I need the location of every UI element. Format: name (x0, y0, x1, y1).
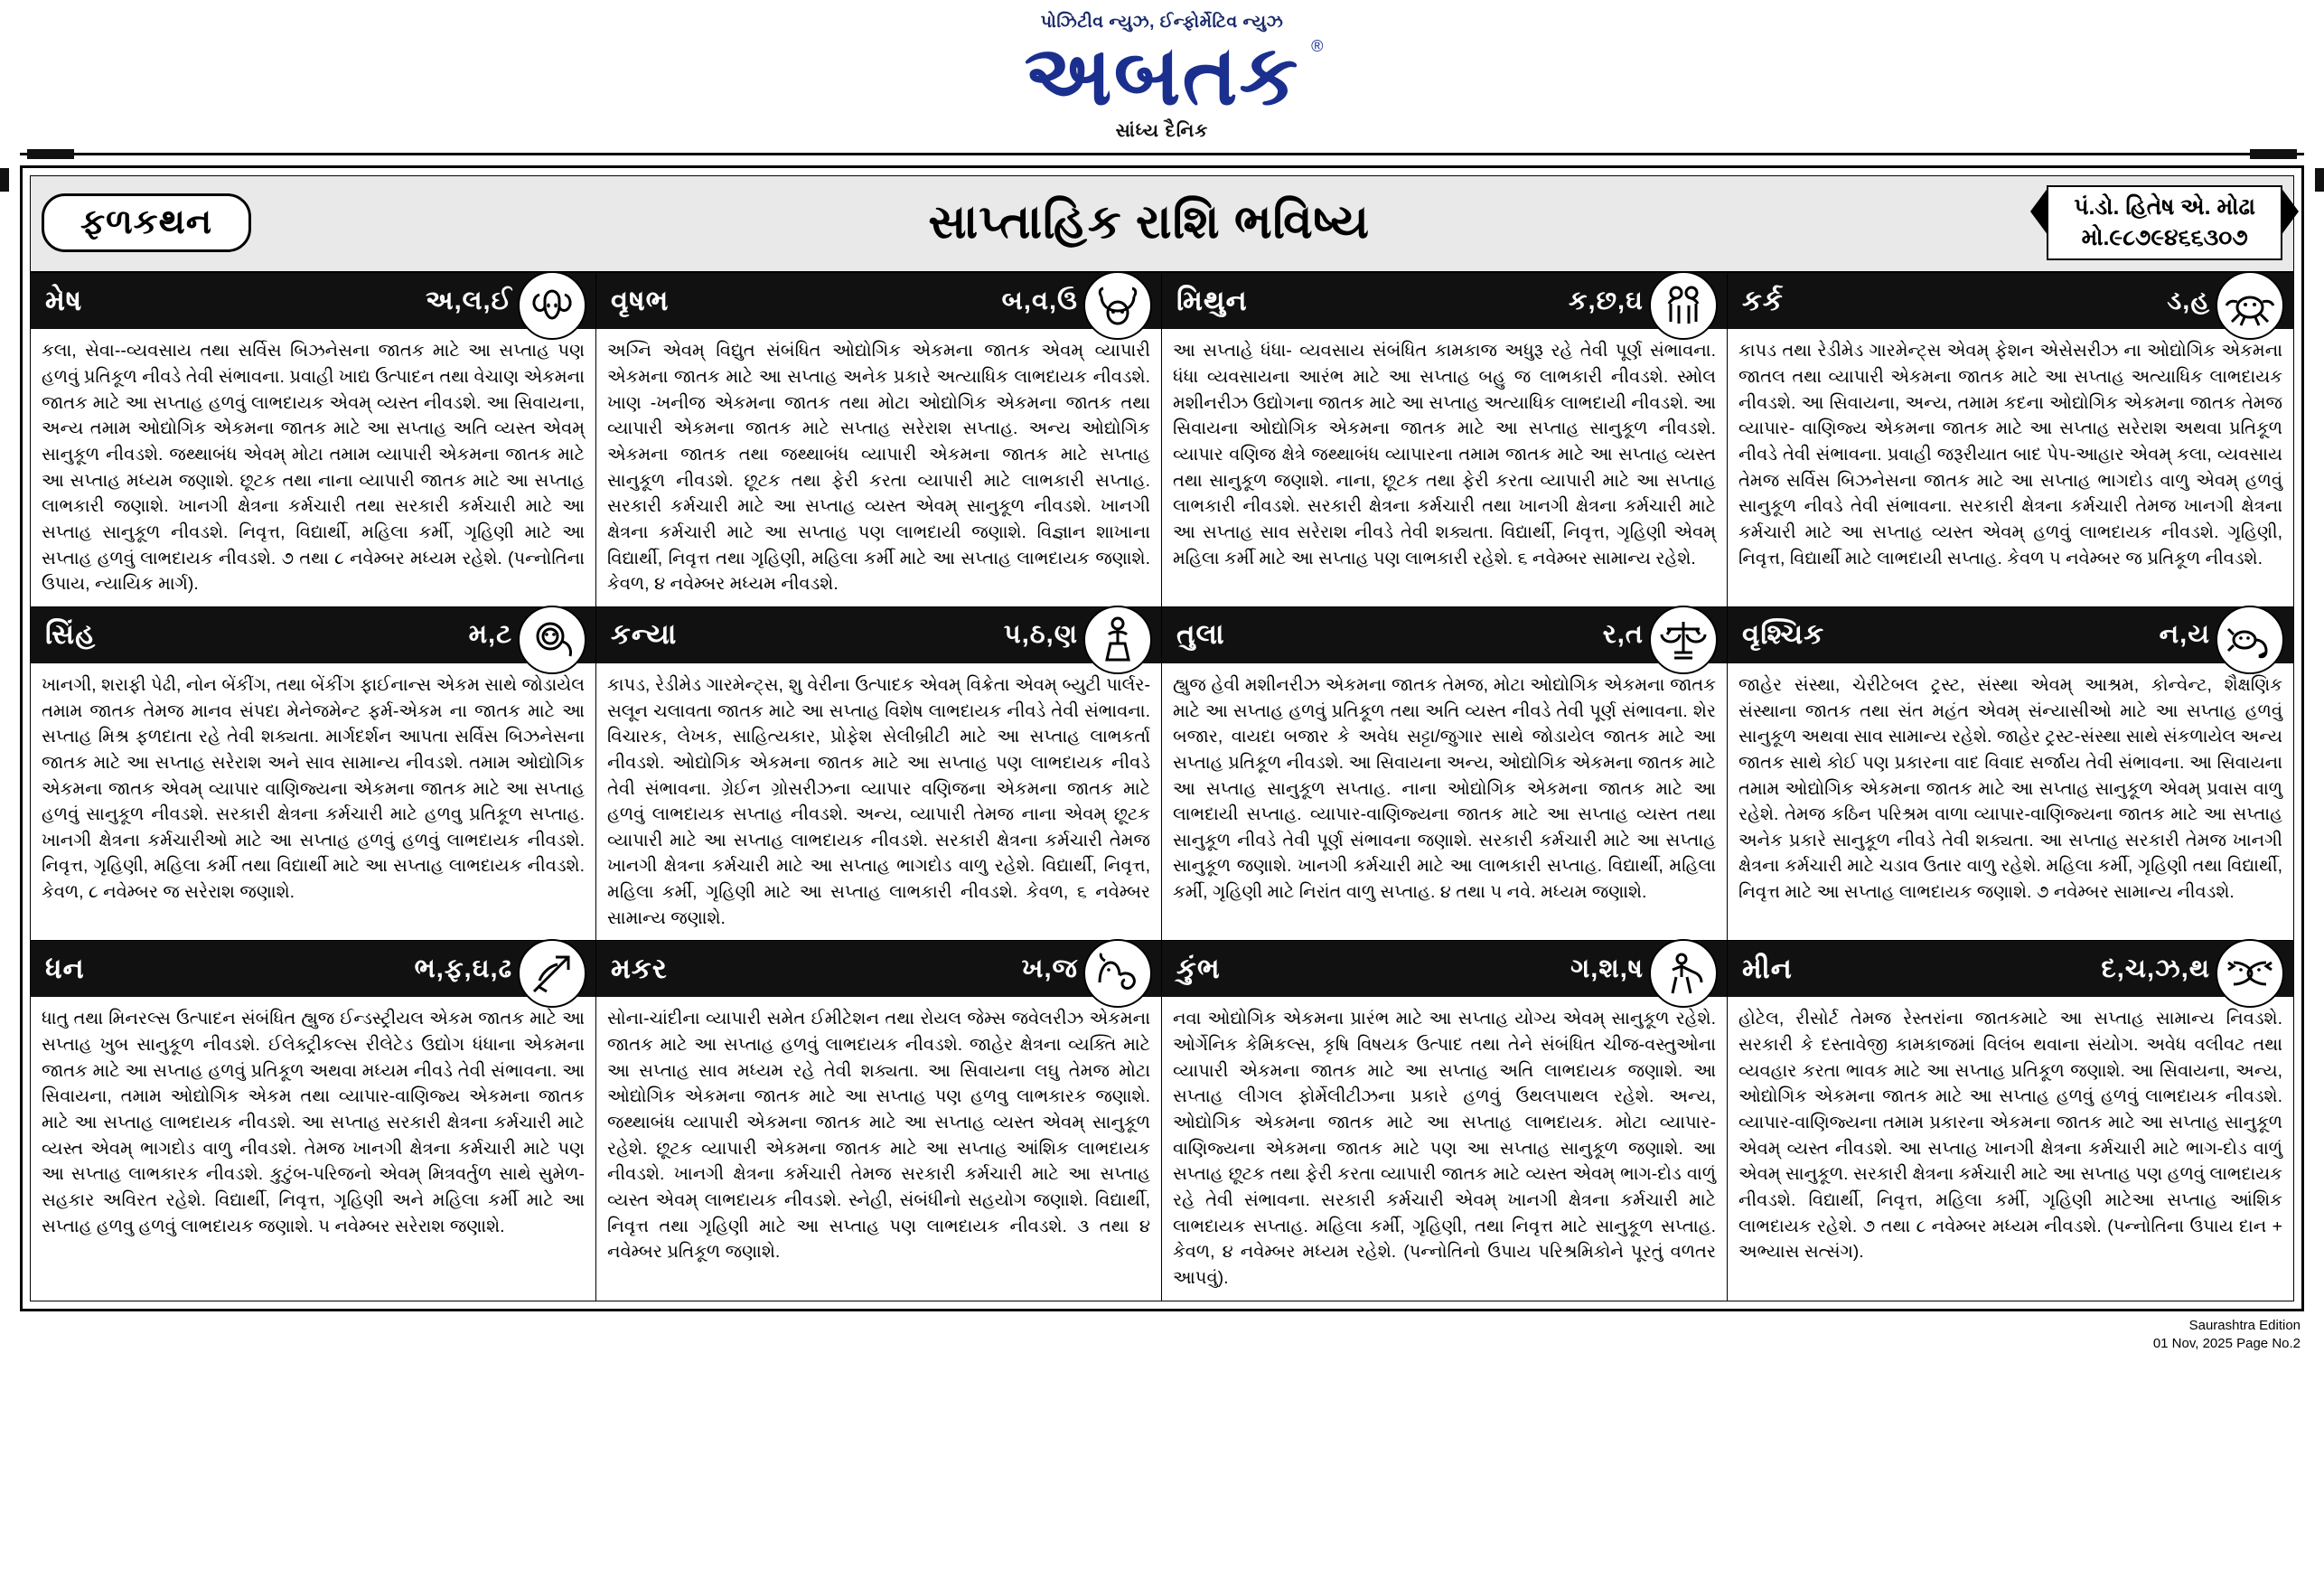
zodiac-grid (31, 273, 2293, 1300)
zodiac-letters: ખ,જ (1021, 954, 1078, 983)
divider-tick-left (27, 149, 74, 159)
zodiac-text: કાપડ તથા રેડીમેડ ગારમેન્ટ્સ એવમ્ ફેશન એસેસરીઝ ના ઓદ્યોગિક એકમના જાતલ તથા વ્યાપારી એકમના જાતક માટે આ સપ્તાહ અત્યાધિક લાભદાયક નીવડશે. આ સિવાયના, અન્ય, તમામ કદના ઓદ્યોગિક એકમના જાતક તેમજ વ્યાપાર- વાણિજ્ય એકમના જાતક માટે આ સપ્તાહ સરેરાશ અથવા પ્રતિકૂળ નીવડે તેવી સંભાવના. પ્રવાહી જરૂરીયાત બાદ પેપ-આહાર એવમ્ કલા, વ્યવસાય તેમજ સર્વિસ બિઝનેસના જાતક માટે આ સપ્તાહ ભાગદોડ વાળુ એવમ્ હળવું સાનુકૂળ નીવડે તેવી સંભાવના. સરકારી ક્ષેત્રના કર્મચારી તેમજ ખાનગી ક્ષેત્રના કર્મચારી માટે આ સપ્તાહ વ્યસ્ત એવમ્ હળવું લાભદાયક નીવડશે. ગૃહિણી, નિવૃત્ત, વિદ્યાર્થી માટે લાભદાયી સપ્તાહ. કેવળ ૫ નવેમ્બર જ પ્રતિકૂળ નીવડશે. (1738, 341, 2282, 568)
page-edge-marker-right (2315, 168, 2324, 192)
zodiac-cell (31, 941, 596, 1300)
zodiac-cell (31, 607, 596, 942)
zodiac-header (1162, 607, 1727, 663)
zodiac-header (1728, 607, 2293, 663)
zodiac-name: મિથુન (1176, 284, 1248, 316)
zodiac-text: જાહેર સંસ્થા, ચેરીટેબલ ટ્રસ્ટ, સંસ્થા એવમ્ આશ્રમ, કોન્વેન્ટ, શૈક્ષણિક સંસ્થાના જાતક તથા સંત મહંત એવમ્ સંન્યાસીઓ માટે આ સપ્તાહ હળવું સાનુકૂળ અથવા સાવ સામાન્ય રહેશે. જાહેર ટ્રસ્ટ-સંસ્થા સાથે સંકળાયેલ અન્ય જાતક સાથે કોઈ પણ પ્રકારના વાદ વિવાદ સર્જાય તેવી સંભાવના. આ સિવાયના તમામ ઓદ્યોગિક એકમના જાતક માટે આ સપ્તાહ સાનુકૂળ એવમ્ પ્રવાસ વાળુ રહેશે. તેમજ કઠિન પરિશ્રમ વાળા વ્યાપાર-વાણિજ્યના જાતક માટે આ સપ્તાહ અનેક પ્રકારે સાનુકૂળ નીવડે તેવી શક્યતા. આ સપ્તાહ સરકારી તેમજ ખાનગી ક્ષેત્રના કર્મચારી માટે ચડાવ ઉતાર વાળુ રહેશે. મહિલા કર્મી, ગૃહિણી તથા વિદ્યાર્થી, નિવૃત્ત માટે આ સપ્તાહ લાભદાયક જણાશે. ૭ નવેમ્બર સામાન્ય નીવડશે. (1738, 674, 2282, 903)
zodiac-letters: ડ,હ (2167, 286, 2210, 315)
zodiac-cell (1162, 941, 1728, 1300)
zodiac-header (31, 607, 595, 663)
zodiac-letters: દ,ચ,ઝ,થ (2101, 954, 2210, 983)
zodiac-letters: બ,વ,ઉ (1001, 286, 1078, 315)
masthead-divider (0, 149, 2324, 158)
pisces-icon (2216, 939, 2284, 1008)
masthead (0, 0, 2324, 142)
zodiac-header (596, 273, 1161, 329)
masthead-kicker: પોઝિટીવ ન્યુઝ, ઈન્ફોર્મેટિવ ન્યુઝ (1040, 13, 1284, 32)
zodiac-name: મીન (1742, 952, 1793, 984)
scorpio-icon (2216, 606, 2284, 674)
zodiac-cell (596, 607, 1162, 942)
zodiac-letters: મ,ટ (468, 620, 512, 650)
zodiac-name: સિંહ (45, 618, 97, 651)
zodiac-name: વૃષભ (611, 284, 670, 316)
sagittarius-icon (518, 939, 586, 1008)
page-title: સાપ્તાહિક રાશિ ભવિષ્ય (928, 196, 1370, 249)
zodiac-letters: ન,ય (2159, 620, 2210, 650)
zodiac-header (1162, 941, 1727, 997)
zodiac-cell (596, 941, 1162, 1300)
zodiac-letters: પ,ઠ,ણ (1003, 620, 1078, 650)
zodiac-text: કાપડ, રેડીમેડ ગારમેન્ટ્સ, શુ વેરીના ઉત્પાદક એવમ્ વિક્રેતા એવમ્ બ્યુટી પાર્લર- સલૂન ચલાવતા જાતક માટે આ સપ્તાહ વિશેષ લાભદાયક નીવડે તેવી સંભાવના. વિચારક, લેખક, સાહિત્યકાર, પ્રોફેશ સેલીબ્રીટી માટે આ સપ્તાહ લાભકર્તા નીવડશે. ઓદ્યોગિક એકમના જાતક માટે આ સપ્તાહ પણ લાભદાયક નીવડે તેવી સંભાવના. ગ્રેઈન ગ્રોસરીઝના વ્યાપાર વણિજના એકમના જાતક માટે હળવું લાભદાયક સપ્તાહ નીવડશે. અન્ય, વ્યાપારી તેમજ નાના એવમ્ છૂટક વ્યાપારી માટે આ સપ્તાહ લાભદાયક નીવડશે. સરકારી ક્ષેત્રના કર્મચારી તેમજ ખાનગી ક્ષેત્રના કર્મચારી માટે આ સપ્તાહ ભાગદોડ વાળુ રહેશે. વિદ્યાર્થી, નિવૃત્ત, મહિલા કર્મી, ગૃહિણી માટે આ સપ્તાહ લાભકારી નીવડશે. કેવળ, ૬ નવેમ્બર સામાન્ય જણાશે. (607, 674, 1150, 928)
zodiac-header (1728, 273, 2293, 329)
zodiac-text: કલા, સેવા--વ્યવસાય તથા સર્વિસ બિઝનેસના જાતક માટે આ સપ્તાહ પણ હળવું પ્રતિકૂળ નીવડે તેવી સંભાવના. પ્રવાહી ખાદ્ય ઉત્પાદન તથા વેચાણ એકમના જાતક માટે આ સપ્તાહ હળવું લાભદાયક એવમ્ વ્યસ્ત નીવડશે. આ સિવાયના, અન્ય તમામ ઓદ્યોગિક એકમના જાતક માટે આ સપ્તાહ અતિ વ્યસ્ત એવમ્ સાનુકૂળ નીવડશે. જથ્થાબંધ એવમ્ મોટા તમામ વ્યાપારી એકમના જાતક માટે આ સપ્તાહ મધ્યમ જણાશે. છૂટક તથા નાના વ્યાપારી જાતક માટે આ સપ્તાહ લાભકારી જણાશે. ખાનગી ક્ષેત્રના કર્મચારી તથા સરકારી કર્મચારી માટે આ સપ્તાહ સાનુકૂળ નીવડશે. નિવૃત્ત, વિદ્યાર્થી, મહિલા કર્મી, ગૃહિણી માટે આ સપ્તાહ હળવું લાભદાયક નીવડશે. ૭ તથા ૮ નવેમ્બર મધ્યમ રહેશે. (પન્નોતિના ઉપાય, ન્યાયિક માર્ગ). (42, 341, 586, 595)
zodiac-text: ખાનગી, શરાફી પેઢી, નોન બેંકીંગ, તથા બેંકીંગ ફાઈનાન્સ એકમ સાથે જોડાયેલ તમામ જાતક તેમજ માનવ સંપદા મેનેજમેન્ટ ફર્મ-એકમ ના જાતક માટે આ સપ્તાહ મિશ્ર ફળદાતા રહે તેવી શક્યતા. માર્ગદર્શન આપતા સર્વિસ બિઝનેસના જાતક માટે આ સપ્તાહ સરેરાશ અને સાવ સામાન્ય નીવડશે. તમામ ઓદ્યોગિક એકમના જાતક એવમ્ વ્યાપાર વાણિજ્યના એકમના જાતક માટે આ સપ્તાહ હળવું સાનુકૂળ નીવડશે. સરકારી ક્ષેત્રના કર્મચારી માટે હળવુ પ્રતિકૂળ સપ્તાહ. ખાનગી ક્ષેત્રના કર્મચારીઓ માટે આ સપ્તાહ હળવું હળવું લાભદાયક નીવડશે. નિવૃત્ત, ગૃહિણી, મહિલા કર્મી તથા વિદ્યાર્થી માટે આ સપ્તાહ લાભદાયક નીવડશે. કેવળ, ૮ નવેમ્બર જ સરેરાશ જણાશે. (42, 674, 585, 903)
zodiac-text: સોના-ચાંદીના વ્યાપારી સમેત ઈમીટેશન તથા રોયલ જેમ્સ જવેલરીઝ એકમના જાતક માટે આ સપ્તાહ હળવું લાભદાયક નીવડશે. જાહેર ક્ષેત્રના વ્યક્તિ માટે આ સપ્તાહ સાવ મધ્યમ રહે તેવી શક્યતા. આ સિવાયના લઘુ તેમજ મોટા ઓદ્યોગિક એકમના જાતક માટે આ સપ્તાહ પણ હળવુ લાભકારક જણાશે. જથ્થાબંધ વ્યાપારી એકમના જાતક માટે આ સપ્તાહ વ્યસ્ત એવમ્ સાનુકૂળ રહેશે. છૂટક વ્યાપારી એકમના જાતક માટે આ સપ્તાહ આંશિક લાભદાયક નીવડશે. ખાનગી ક્ષેત્રના કર્મચારી તેમજ સરકારી કર્મચારી માટે આ સપ્તાહ વ્યસ્ત એવમ્ લાભદાયક નીવડશે. સ્નેહી, સંબંધીનો સહયોગ જણાશે. વિદ્યાર્થી, નિવૃત્ત તથા ગૃહિણી માટે આ સપ્તાહ પણ લાભદાયક નીવડશે. ૩ તથા ૪ નવેમ્બર પ્રતિકૂળ જણાશે. (607, 1009, 1150, 1263)
masthead-logo: અબતક (1024, 30, 1300, 122)
zodiac-cell (1728, 273, 2293, 607)
zodiac-letters: ર,ત (1602, 620, 1644, 650)
footer-date-page: 01 Nov, 2025 Page No.2 (2152, 1335, 2301, 1351)
zodiac-header (31, 941, 595, 997)
astrologer-name: પં.ડો. હિતેષ એ. મોઢા (2074, 193, 2255, 220)
astrologer-mobile: મો.૯૮૭૯૪૬૬૩૦૭ (2081, 224, 2248, 250)
zodiac-name: કર્ક (1742, 284, 1784, 316)
zodiac-letters: ગ,શ,ષ (1570, 954, 1644, 983)
footer-edition: Saurashtra Edition (2188, 1317, 2301, 1333)
zodiac-cell (31, 273, 596, 607)
capricorn-icon (1083, 939, 1152, 1008)
section-badge: ફળકથન (42, 193, 251, 252)
zodiac-header (1162, 273, 1727, 329)
content-frame-inner (30, 175, 2294, 1301)
zodiac-name: તુલા (1176, 618, 1225, 651)
zodiac-text: નવા ઓદ્યોગિક એકમના પ્રારંભ માટે આ સપ્તાહ યોગ્ય એવમ્ સાનુકૂળ રહેશે. ઓર્ગેનિક કેમિકલ્સ, કૃષિ વિષયક ઉત્પાદ તથા તેને સંબંધિત ચીજ-વસ્તુઓના વ્યાપારી એકમના જાતક માટે આ સપ્તાહ અતિ લાભદાયક જણાશે. આ સપ્તાહ લીગલ ફોર્મેલીટીઝના પ્રકારે હળવું ઉથલપાથલ રહેશે. અન્ય, ઓદ્યોગિક એકમના જાતક માટે આ સપ્તાહ લાભદાયક. મોટા વ્યાપાર-વાણિજ્યના એકમના જાતક માટે પણ આ સપ્તાહ સાનુકૂળ જણાશે. આ સપ્તાહ છૂટક તથા ફેરી કરતા વ્યાપારી જાતક માટે વ્યસ્ત એવમ્ ભાગ-દોડ વાળું રહે તેવી સંભાવના. સરકારી કર્મચારી એવમ્ ખાનગી ક્ષેત્રના કર્મચારી માટે લાભદાયક સપ્તાહ. મહિલા કર્મી, ગૃહિણી, તથા નિવૃત્ત માટે સાનુકૂળ સપ્તાહ. કેવળ, ૪ નવેમ્બર મધ્યમ રહેશે. (પન્નોતિનો ઉપાય પરિશ્રમિકોને પૂરતું વળતર આપવું). (1173, 1009, 1716, 1289)
leo-lion-icon (518, 606, 586, 674)
zodiac-cell (1162, 273, 1728, 607)
zodiac-header (1728, 941, 2293, 997)
zodiac-header (596, 941, 1161, 997)
divider-tick-right (2250, 149, 2297, 159)
zodiac-header (596, 607, 1161, 663)
aries-ram-icon (518, 271, 586, 340)
zodiac-text: હોટેલ, રીસોર્ટ તેમજ રેસ્તરાંના જાતકમાટે આ સપ્તાહ સામાન્ય નિવડશે. સરકારી કે દસ્તાવેજી કામકાજમાં વિલંબ થવાના સંયોગ. અવેધ વલીવટ તથા વ્યવહાર કરતા ભાવક માટે આ સપ્તાહ પ્રતિકૂળ જણાશે. આ સિવાયના, અન્ય, ઓદ્યોગિક એકમના જાતક માટે આ સપ્તાહ હળવું હળવું લાભદાયક નીવડશે. વ્યાપાર-વાણિજ્યના તમામ પ્રકારના એકમના જાતક માટે આ સપ્તાહ સાનુકૂળ એવમ્ વ્યસ્ત નીવડશે. આ સપ્તાહ ખાનગી ક્ષેત્રના કર્મચારી માટે ભાગ-દોડ વાળું એવમ્ સાનુકૂળ. સરકારી ક્ષેત્રના કર્મચારી માટે આ સપ્તાહ પણ હળવું લાભદાયક નીવડશે. વિદ્યાર્થી, નિવૃત્ત, મહિલા કર્મી, ગૃહિણી માટેઆ સપ્તાહ આંશિક લાભદાયક રહેશે. ૭ તથા ૮ નવેમ્બર મધ્યમ નીવડશે. (પન્નોતિના ઉપાય દાન + અભ્યાસ સત્સંગ). (1738, 1009, 2283, 1263)
zodiac-name: વૃશ્ચિક (1742, 618, 1825, 651)
zodiac-cell (1162, 607, 1728, 942)
zodiac-letters: ભ,ફ,ઘ,ઢ (414, 954, 512, 983)
zodiac-name: ધન (45, 952, 85, 984)
masthead-subtitle: સાંધ્ય દૈનિક (1115, 120, 1209, 141)
aquarius-icon (1649, 939, 1718, 1008)
zodiac-name: મકર (611, 952, 668, 984)
registered-mark-icon: ® (1311, 37, 1324, 55)
zodiac-text: હ્યુજ હેવી મશીનરીઝ એકમના જાતક તેમજ, મોટા ઓદ્યોગિક એકમના જાતક માટે આ સપ્તાહ હળવું પ્રતિકૂળ તથા અતિ વ્યસ્ત નીવડે તેવી પૂર્ણ સંભાવના. શેર બજાર, વાયદા બજાર કે અવેધ સટ્ટા/જુગાર સાથે જોડાયેલ જાતક માટે આ સપ્તાહ પ્રતિકૂળ નીવડશે. આ સિવાયના અન્ય, ઓદ્યોગિક એકમના જાતક માટે આ સપ્તાહ સાનુકૂળ સપ્તાહ. નાના ઓદ્યોગિક એકમના જાતક માટે આ લાભદાયી સપ્તાહ. વ્યાપાર-વાણિજ્યના જાતક માટે આ સપ્તાહ વ્યસ્ત તથા સાનુકૂળ નીવડે તેવી પૂર્ણ સંભાવના જણાશે. સરકારી કર્મચારી માટે આ સપ્તાહ સાનુકૂળ જણાશે. ખાનગી કર્મચારી માટે આ લાભકારી સપ્તાહ. વિદ્યાર્થી, મહિલા કર્મી, ગૃહિણી માટે નિરાંત વાળુ સપ્તાહ. ૪ તથા ૫ નવે. મધ્યમ જણાશે. (1173, 674, 1716, 903)
content-frame (20, 165, 2304, 1311)
zodiac-cell (596, 273, 1162, 607)
zodiac-cell (1728, 607, 2293, 942)
zodiac-header (31, 273, 595, 329)
section-header (31, 176, 2293, 274)
astrologer-credit (2047, 185, 2282, 261)
cancer-crab-icon (2216, 271, 2284, 340)
gemini-twins-icon (1649, 271, 1718, 340)
libra-scales-icon (1649, 606, 1718, 674)
zodiac-text: આ સપ્તાહે ધંધા- વ્યવસાય સંબંધિત કામકાજ અધુરૂ રહે તેવી પૂર્ણ સંભાવના. ધંધા વ્યવસાયના આરંભ માટે આ સપ્તાહ બહુ જ લાભકારી નીવડશે. સ્મોલ મશીનરીઝ ઉદ્યોગના જાતક માટે આ સપ્તાહ અત્યાધિક લાભદાયી નીવડશે. આ સિવાયના ઓદ્યોગિક એકમના જાતક માટે આ સપ્તાહ સાનુકૂળ નીવડશે. વ્યાપાર વણિજ ક્ષેત્રે જથ્થાબંધ વ્યાપારના તમામ જાતક માટે આ સપ્તાહ વ્યસ્ત તથા સાનુકૂળ જણાશે. નાના, છૂટક તથા ફેરી કરતા વ્યાપારી માટે આ સપ્તાહ લાભકારી નીવડશે. સરકારી ક્ષેત્રના કર્મચારી તથા ખાનગી ક્ષેત્રના કર્મચારી માટે આ સપ્તાહ સાવ સરેરાશ નીવડે તેવી શક્યતા. વિદ્યાર્થી, નિવૃત્ત, ગૃહિણી એવમ્ મહિલા કર્મી માટે આ સપ્તાહ પણ લાભકારી રહેશે. ૬ નવેમ્બર સામાન્ય રહેશે. (1173, 341, 1716, 568)
zodiac-letters: અ,લ,ઈ (425, 286, 512, 315)
zodiac-name: કુંભ (1176, 952, 1221, 984)
masthead-logo-wrap (1024, 30, 1324, 122)
zodiac-letters: ક,છ,ઘ (1569, 286, 1644, 315)
virgo-maiden-icon (1083, 606, 1152, 674)
taurus-bull-icon (1083, 271, 1152, 340)
zodiac-cell (1728, 941, 2293, 1300)
zodiac-text: ધાતુ તથા મિનરલ્સ ઉત્પાદન સંબંધિત હ્યુજ ઈન્ડસ્ટ્રીયલ એકમ જાતક માટે આ સપ્તાહ ખુબ સાનુકૂળ નીવડશે. ઈલેક્ટ્રીકલ્સ રીલેટેડ ઉદ્યોગ ધંધાના એકમના જાતક માટે આ સપ્તાહ હળવું પ્રતિકૂળ અથવા મધ્યમ નીવડે તેવી સંભાવના. આ સિવાયના, તમામ ઓદ્યોગિક એકમ તથા વ્યાપાર-વાણિજ્ય એકમના જાતક માટે આ સપ્તાહ લાભદાયક નીવડશે. આ સપ્તાહ સરકારી ક્ષેત્રના કર્મચારી માટે વ્યસ્ત એવમ્ ભાગદોડ વાળુ નીવડશે. તેમજ ખાનગી ક્ષેત્રના કર્મચારી માટે પણ આ સપ્તાહ લાભકારક નીવડશે. કુટુંબ-પરિજનો એવમ્ મિત્રવર્તુળ સાથે સુમેળ-સહકાર અવિરત રહેશે. વિદ્યાર્થી, નિવૃત્ત, ગૃહિણી અને મહિલા કર્મી માટે આ સપ્તાહ હળવુ હળવું લાભદાયક જણાશે. ૫ નવેમ્બર સરેરાશ જણાશે. (42, 1009, 585, 1236)
zodiac-name: કન્યા (611, 618, 678, 651)
page-footer (0, 1311, 2324, 1363)
zodiac-name: મેષ (45, 284, 83, 316)
page-edge-marker-left (0, 168, 9, 192)
zodiac-text: અગ્નિ એવમ્ વિદ્યુત સંબંધિત ઓદ્યોગિક એકમના જાતક એવમ્ વ્યાપારી એકમના જાતક માટે આ સપ્તાહ અનેક પ્રકારે અત્યાધિક લાભદાયક નીવડશે. ખાણ -ખનીજ એકમના જાતક તથા મોટા ઓદ્યોગિક એકમના જાતક તથા વ્યાપારી એકમના જાતક માટે સપ્તાહ સરેરાશ સપ્તાહ. અન્ય ઓદ્યોગિક એકમના જાતક તથા જથ્થાબંધ વ્યાપારી એકમના જાતક માટે સપ્તાહ સાનુકૂળ નીવડશે. છૂટક તથા ફેરી કરતા વ્યાપારી માટે લાભકારી સપ્તાહ. સરકારી કર્મચારી માટે આ સપ્તાહ વ્યસ્ત એવમ્ સાનુકૂળ નીવડશે. ખાનગી ક્ષેત્રના કર્મચારી માટે આ સપ્તાહ પણ લાભદાયી જણાશે. વિજ્ઞાન શાખાના વિદ્યાર્થી, નિવૃત્ત તથા ગૃહિણી, મહિલા કર્મી માટે આ સપ્તાહ લાભદાયક જણાશે. કેવળ, ૪ નવેમ્બર મધ્યમ નીવડશે. (607, 341, 1150, 595)
